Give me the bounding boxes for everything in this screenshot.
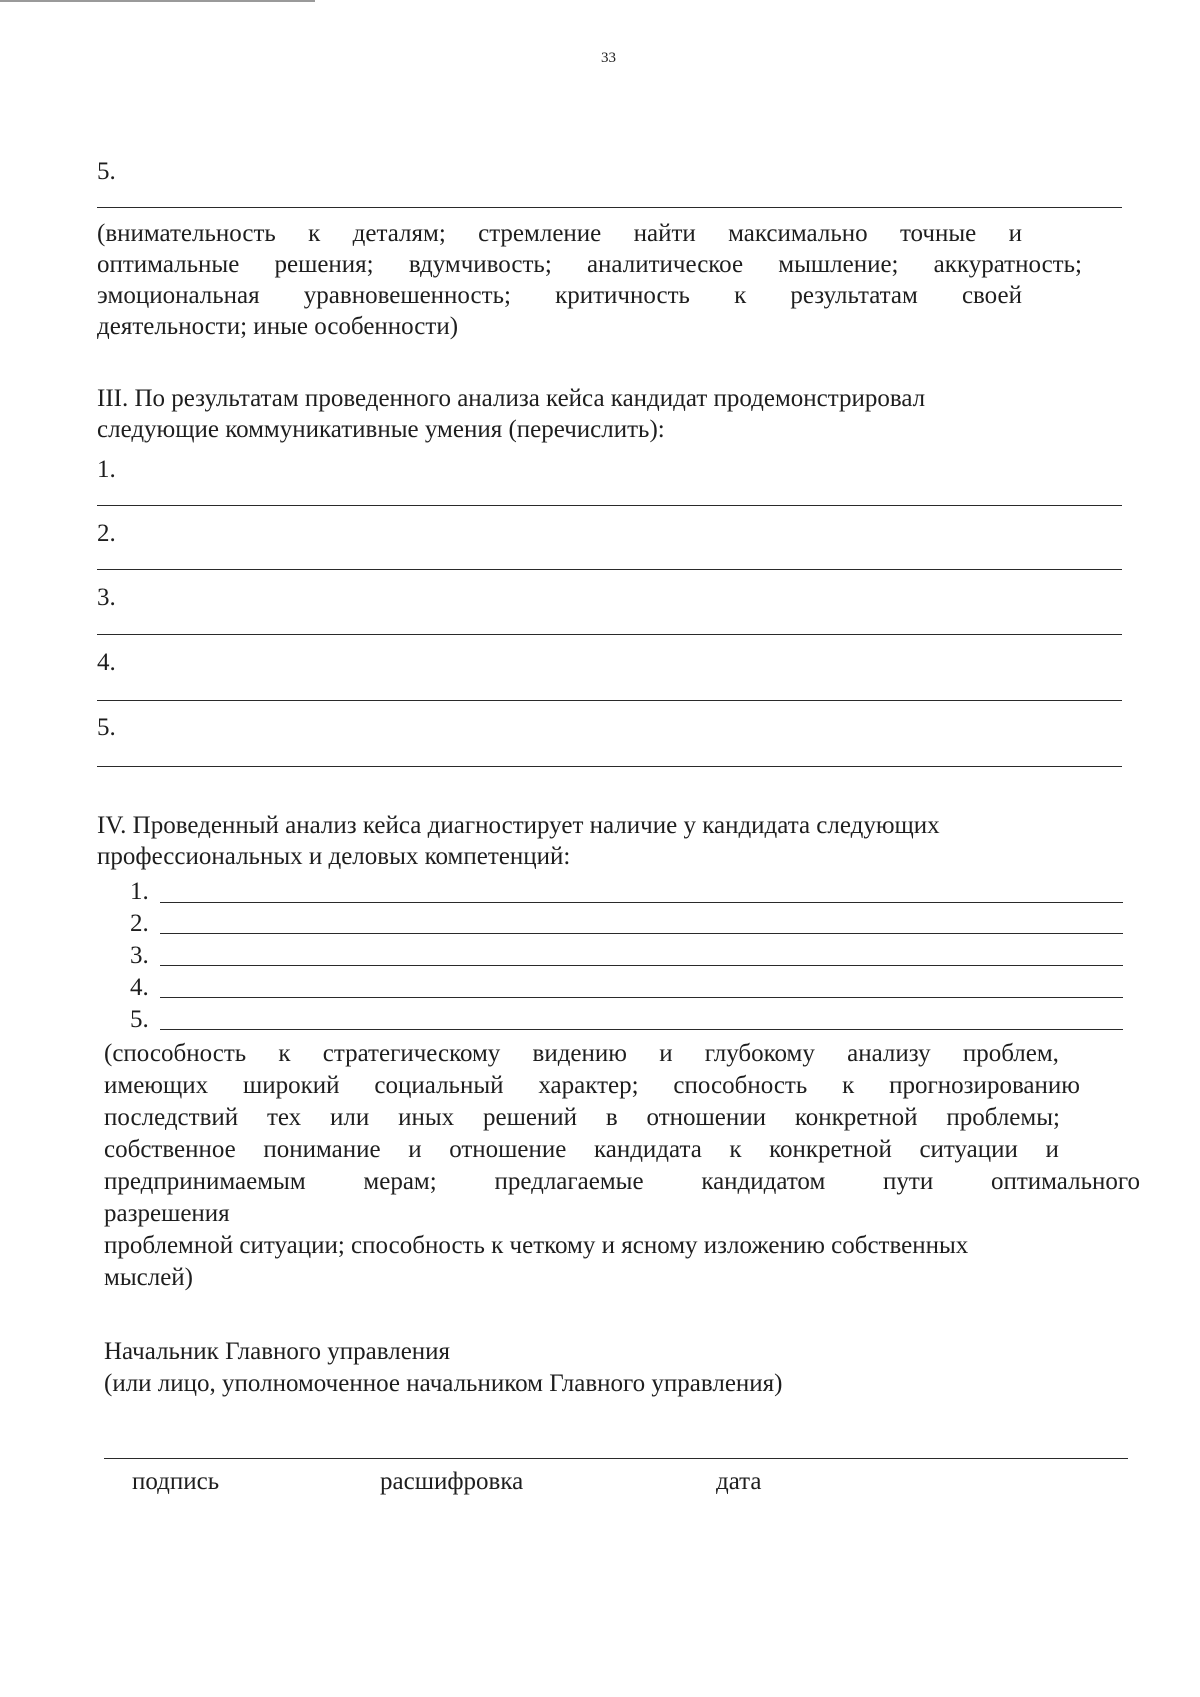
section-4-item-1-number: 1.: [130, 878, 149, 905]
signatory-title: Начальник Главного управления: [104, 1338, 451, 1365]
section-3-heading-line-1: III. По результатам проведенного анализа кейса кандидат продемонстрировал: [97, 385, 926, 412]
section-4-item-3-answer-line[interactable]: [160, 965, 1123, 966]
section-4-item-3-number: 3.: [130, 942, 149, 969]
decoding-label: расшифровка: [380, 1468, 524, 1495]
competencies-note-line-3: последствий тех или иных решений в отношении конкретной проблемы;: [104, 1104, 1060, 1131]
item-5-answer-line[interactable]: [97, 207, 1122, 208]
signature-line[interactable]: [104, 1458, 1128, 1459]
competencies-note-line-4: собственное понимание и отношение кандидата к конкретной ситуации и: [104, 1136, 1059, 1163]
page-number: 33: [601, 50, 616, 66]
date-label: дата: [716, 1468, 762, 1495]
section-4-item-2-number: 2.: [130, 910, 149, 937]
section-3-item-5-answer-line[interactable]: [97, 766, 1122, 767]
section-3-item-1-number: 1.: [97, 456, 116, 483]
section-3-item-4-answer-line[interactable]: [97, 700, 1122, 701]
section-3-item-3-answer-line[interactable]: [97, 634, 1122, 635]
section-4-item-4-answer-line[interactable]: [160, 997, 1123, 998]
qualities-note-line-2: оптимальные решения; вдумчивость; аналитическое мышление; аккуратность;: [97, 251, 1082, 278]
section-4-item-4-number: 4.: [130, 974, 149, 1001]
competencies-note-line-5: предпринимаемым мерам; предлагаемые кандидатом пути оптимального: [104, 1168, 1140, 1195]
section-3-item-2-number: 2.: [97, 520, 116, 547]
section-3-item-3-number: 3.: [97, 584, 116, 611]
qualities-note-line-4: деятельности; иные особенности): [97, 313, 459, 340]
competencies-note-line-1: (способность к стратегическому видению и глубокому анализу проблем,: [104, 1040, 1059, 1067]
qualities-note-line-3: эмоциональная уравновешенность; критичность к результатам своей: [97, 282, 1022, 309]
section-3-item-2-answer-line[interactable]: [97, 569, 1122, 570]
competencies-note-line-6: разрешения: [104, 1200, 230, 1227]
section-4-heading-line-2: профессиональных и деловых компетенций:: [97, 843, 571, 870]
section-4-heading-line-1: IV. Проведенный анализ кейса диагностирует наличие у кандидата следующих: [97, 812, 940, 839]
section-3-item-4-number: 4.: [97, 649, 116, 676]
section-3-item-5-number: 5.: [97, 714, 116, 741]
section-4-item-5-answer-line[interactable]: [160, 1029, 1123, 1030]
section-4-item-5-number: 5.: [130, 1006, 149, 1033]
section-4-item-1-answer-line[interactable]: [160, 902, 1123, 903]
signature-label: подпись: [132, 1468, 220, 1495]
section-3-item-1-answer-line[interactable]: [97, 505, 1122, 506]
competencies-note-line-8: мыслей): [104, 1264, 193, 1291]
section-4-item-2-answer-line[interactable]: [160, 933, 1123, 934]
scan-edge-line: [0, 0, 315, 2]
qualities-note-line-1: (внимательность к деталям; стремление найти максимально точные и: [97, 220, 1022, 247]
item-5-number: 5.: [97, 158, 116, 185]
competencies-note-line-2: имеющих широкий социальный характер; способность к прогнозированию: [104, 1072, 1080, 1099]
signatory-subtitle: (или лицо, уполномоченное начальником Главного управления): [104, 1370, 783, 1397]
section-3-heading-line-2: следующие коммуникативные умения (перечислить):: [97, 416, 665, 443]
competencies-note-line-7: проблемной ситуации; способность к четкому и ясному изложению собственных: [104, 1232, 969, 1259]
